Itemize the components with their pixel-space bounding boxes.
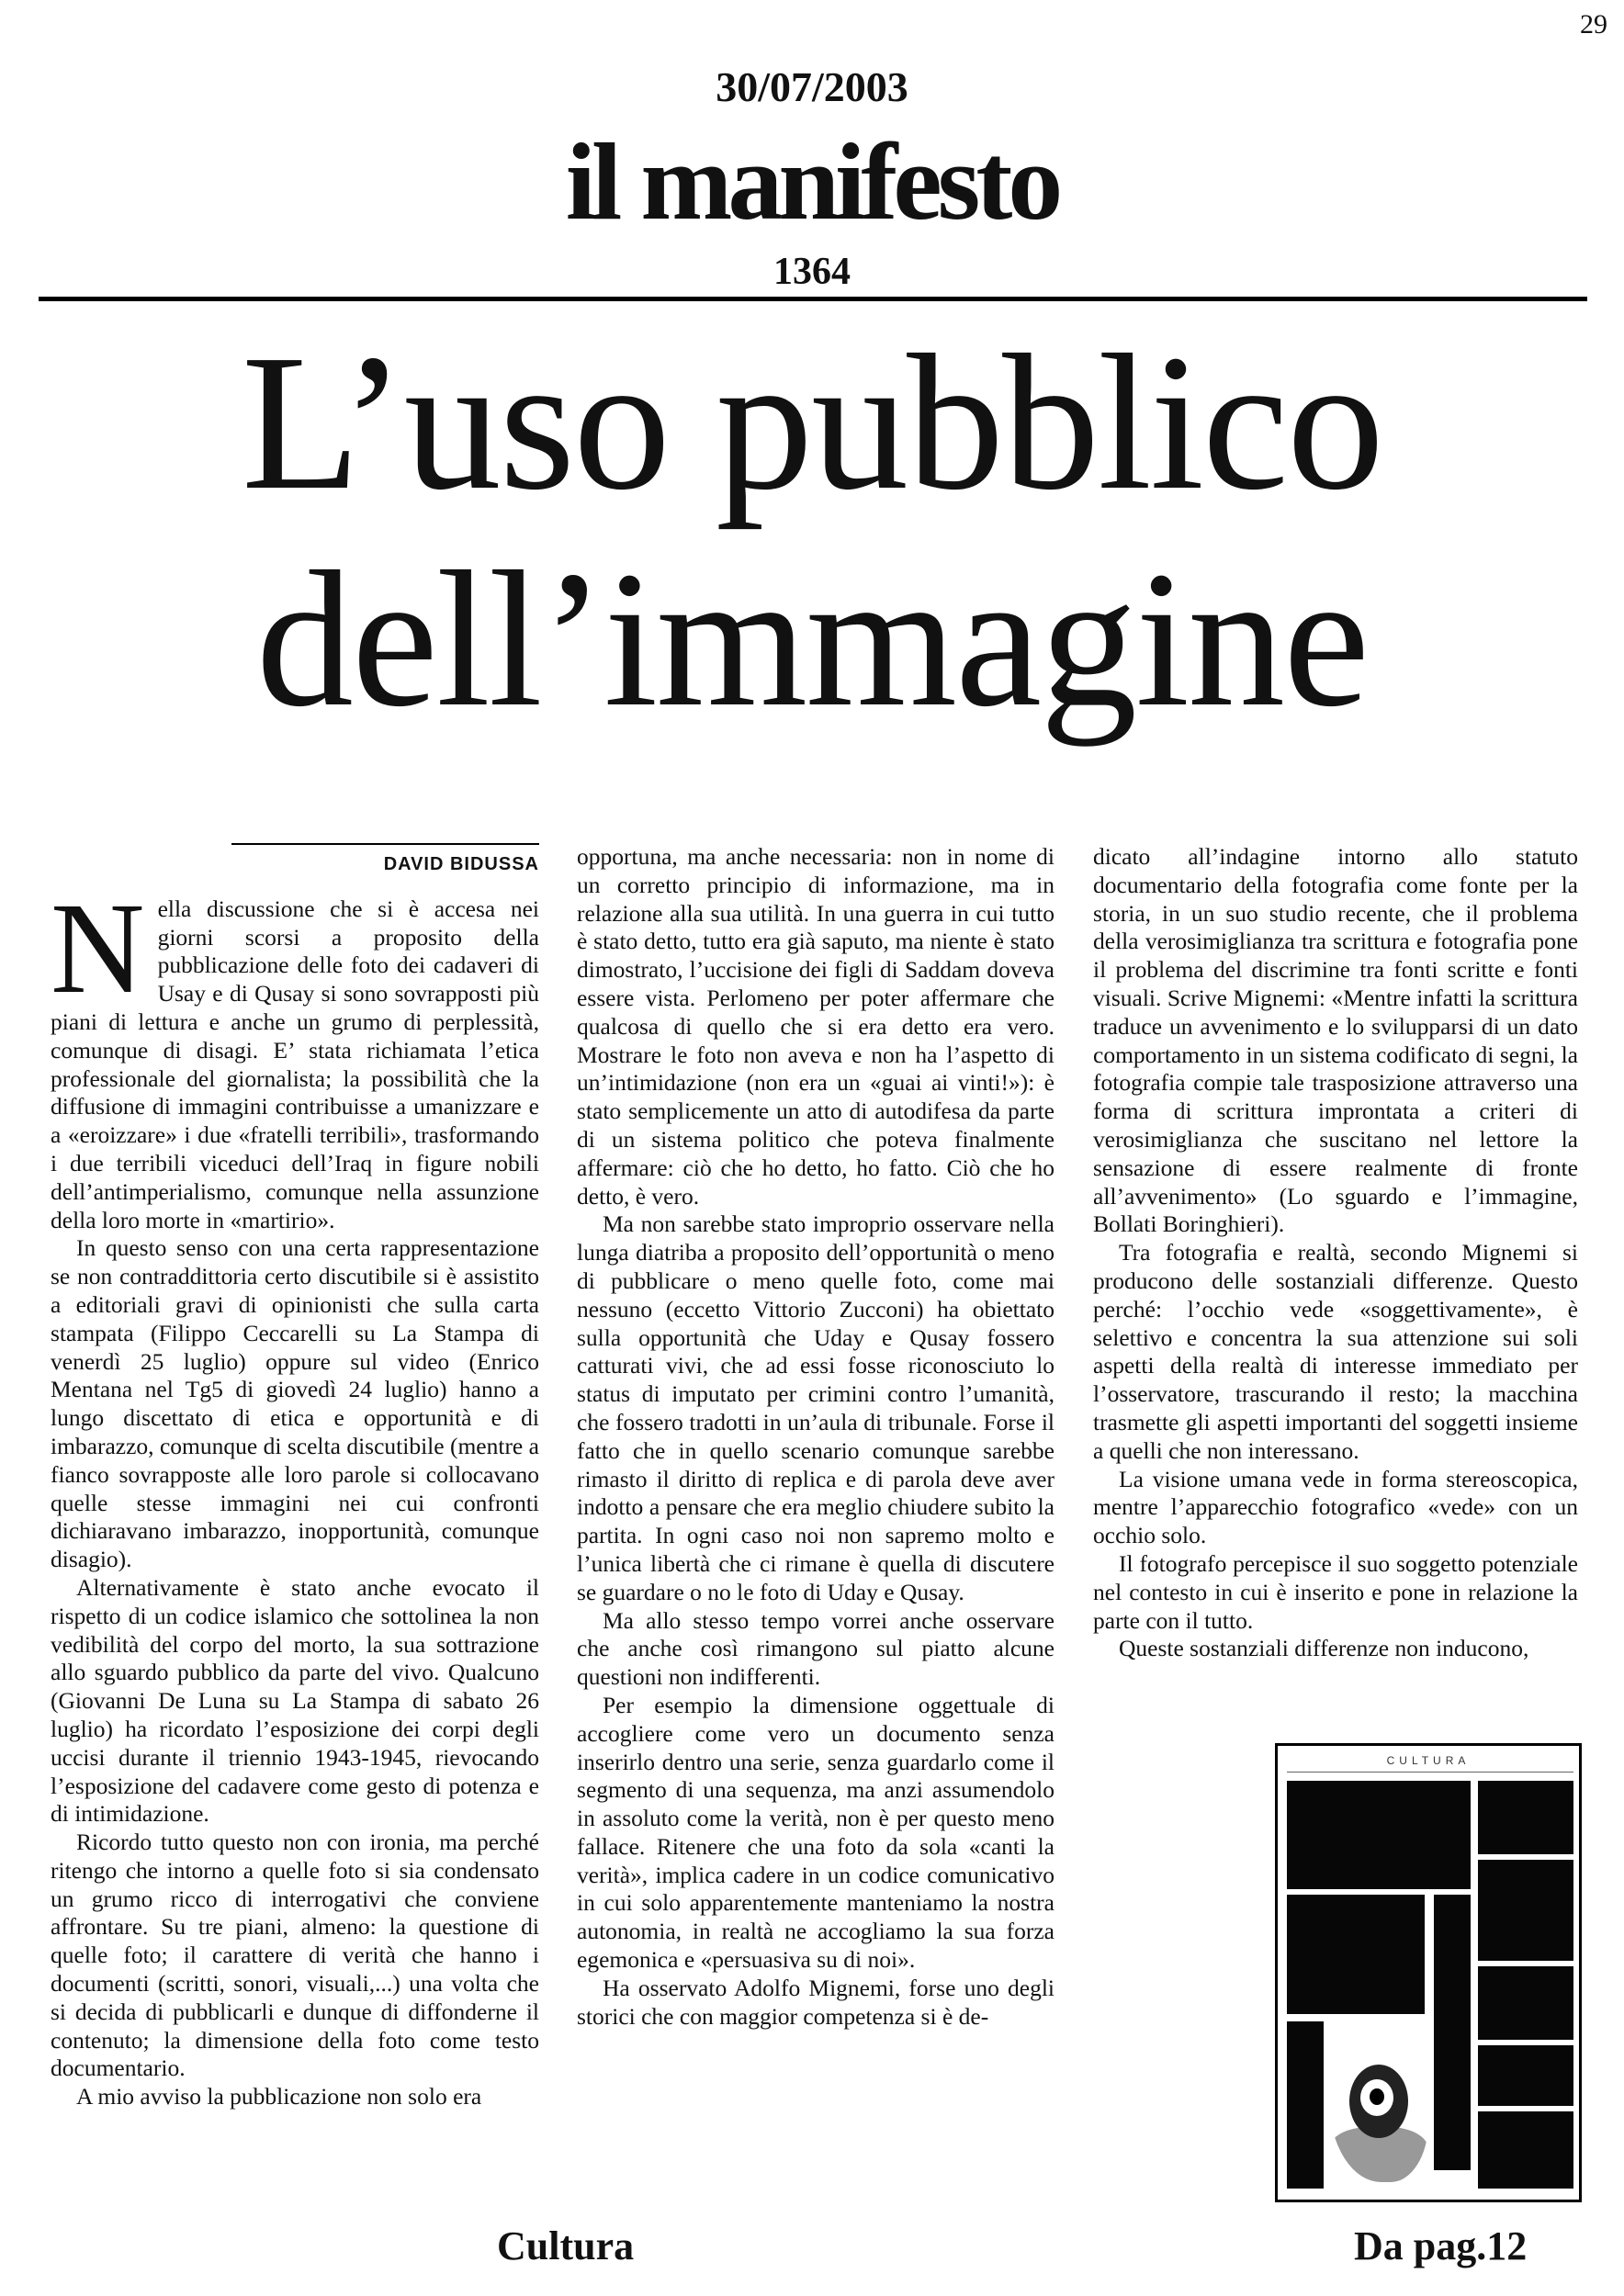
- paragraph: Ma allo stesso tempo vorrei anche osservare che anche così rimangono sul piatto alcune questioni non indifferenti.: [577, 1606, 1054, 1691]
- footer-section: Cultura: [497, 2223, 635, 2268]
- page-number: 29: [1580, 9, 1607, 39]
- paragraph: opportuna, ma anche necessaria: non in nome di un corretto principio di informazione, ma in relazione alla sua utilità. In una guerra in cui tutto è stato detto, tutto era già saputo, ma niente è stato dimostrato, l’uccisione dei figli di Saddam doveva essere vista. Perlomeno per poter affermare che qualcosa di quello che si era detto era vero. Mostrare le foto non aveva e non ha l’aspetto di un’intimidazione (non era un «guai ai vinti!»): è stato semplicemente un atto di autodifesa da parte di un sistema politico che poteva finalmente affermare: ciò che ho detto, ho fatto. Ciò che ho detto, è vero.: [577, 843, 1054, 1210]
- byline-rule: [231, 843, 539, 845]
- article-column-3: [1093, 843, 1578, 1663]
- paragraph: La visione umana vede in forma stereoscopica, mentre l’apparecchio fotografico «vede» con un occhio solo.: [1093, 1465, 1578, 1549]
- page-thumbnail: [1275, 1743, 1582, 2202]
- issue-number: 1364: [773, 251, 851, 293]
- paragraph: dicato all’indagine intorno allo statuto documentario della fotografia come fonte per la storia, in un suo studio recente, che il problema della verosimiglianza tra scrittura e fotografia pone il problema del discrimine tra fonti scritte e fonti visuali. Scrive Mignemi: «Mentre infatti la scrittura traduce un avvenimento e lo svilupparsi di un dato comportamento in un sistema codificato di segni, la fotografia compie tale trasposizione attraverso una forma di scrittura improntata a criteri di verosimiglianza che suscitano nel lettore la sensazione di essere realmente di fronte all’avvenimento» (Lo sguardo e l’immagine, Bollati Boringhieri).: [1093, 843, 1578, 1238]
- paragraph: A mio avviso la pubblicazione non solo era: [76, 2083, 482, 2110]
- headline-line-1: L’uso pubblico: [241, 314, 1383, 530]
- thumbnail-block: [1478, 1781, 1573, 1854]
- article-headline: [0, 314, 1624, 748]
- newspaper-title: il manifesto: [565, 120, 1059, 242]
- thumbnail-block: [1478, 1860, 1573, 1961]
- article-column-2: [577, 843, 1054, 2031]
- drop-cap: N: [51, 874, 145, 1020]
- byline: DAVID BIDUSSA: [383, 854, 539, 874]
- paragraph: Queste sostanziali differenze non inducono,: [1119, 1635, 1529, 1662]
- thumbnail-block: [1434, 1895, 1471, 2170]
- footer-continued: Da pag.12: [1354, 2223, 1528, 2268]
- paragraph: Il fotografo percepisce il suo soggetto potenziale nel contesto in cui è inserito e pone in relazione la parte con il tutto.: [1093, 1549, 1578, 1634]
- article-column-1: [51, 843, 539, 2111]
- paragraph: Ma non sarebbe stato improprio osservare nella lunga diatriba a proposito dell’opportunità o meno di pubblicare o meno quelle foto, come mai nessuno (eccetto Vittorio Zucconi) ha obiettato sulla opportunità che Uday e Qusay fossero catturati vivi, che ad essi fosse riconosciuto lo status di imputato per crimini contro l’umanità, che fossero tradotti in un’aula di tribunale. Forse il fatto che in quello scenario comunque sarebbe rimasto il diritto di replica e di parola deve aver indotto a pensare che era meglio chiudere subito la partita. In ogni caso noi non sapremo molto e l’unica libertà che ci rimane è quella di discutere se guardare o no le foto di Uday e Qusay.: [577, 1210, 1054, 1605]
- paragraph: ella discussione che si è accesa nei giorni scorsi a proposito della pubblicazione delle foto dei cadaveri di Usay e di Qusay si sono sovrapposti più piani di lettura e anche un grumo di perplessità, comunque di disagi. E’ stata richiamata l’etica professionale del giornalista; la possibilità che la diffusione di immagini contribuisse a umanizzare e a «eroizzare» i due «fratelli terribili», trasformando i due terribili viceduci dell’Iraq in figure nobili dell’antimperialismo, comunque nella assunzione della loro morte in «martirio».: [51, 895, 539, 1233]
- headline-line-2: dell’immagine: [255, 531, 1369, 747]
- paragraph: Tra fotografia e realtà, secondo Mignemi si producono delle sostanziali differenze. Questo perché: l’occhio vede «soggettivamente», è selettivo e concentra la sua attenzione sui soli aspetti della realtà di interesse immediato per l’osservatore, trascurando il resto; la macchina trasmette gli aspetti importanti del soggetti insieme a quelli che non interessano.: [1093, 1239, 1578, 1464]
- thumbnail-section-label: CULTURA: [1386, 1754, 1471, 1767]
- thumbnail-block: [1478, 2045, 1573, 2106]
- thumbnail-block: [1287, 2021, 1324, 2189]
- paragraph: Ha osservato Adolfo Mignemi, forse uno degli storici che con maggior competenza si è de-: [577, 1974, 1054, 2030]
- thumbnail-rule: [1287, 1772, 1573, 1773]
- thumbnail-block: [1478, 2111, 1573, 2189]
- paragraph: In questo senso con una certa rappresentazione se non contraddittoria certo discutibile si è assistito a editoriali gravi di opinionisti che sulla carta stampata (Filippo Ceccarelli su La Stampa di venerdì 25 luglio) oppure sul video (Enrico Mentana nel Tg5 di giovedì 24 luglio) hanno a lungo discettato di etica e opportunità e di imbarazzo, comunque di scelta discutibile (mentre a fianco sovrapposte alle loro parole si collocavano quelle stesse immagini nei cui confronti dichiaravano imbarazzo, inopportunità, comunque disagio).: [51, 1234, 539, 1573]
- publication-date: 30/07/2003: [716, 63, 908, 110]
- thumbnail-photo: [1329, 2026, 1428, 2182]
- paragraph: Alternativamente è stato anche evocato il rispetto di un codice islamico che sottolinea la non vedibilità del corpo del morto, la sua sottrazione allo sguardo pubblico da parte del vivo. Qualcuno (Giovanni De Luna su La Stampa di sabato 26 luglio) ha ricordato l’esposizione dei corpi degli uccisi durante il triennio 1943-1945, rievocando l’esposizione del cadavere come gesto di potenza e di intimidazione.: [51, 1573, 539, 1828]
- thumbnail-block: [1478, 1966, 1573, 2040]
- thumbnail-block: [1287, 1781, 1471, 1889]
- paragraph: Ricordo tutto questo non con ironia, ma perché ritengo che intorno a quelle foto si sia condensato un grumo ricco di interrogativi che conviene affrontare. Su tre piani, almeno: la questione di quelle foto; il carattere di verità che hanno i documenti (scritti, sonori, visuali,...) una volta che si decida di pubblicarli e dunque di diffonderne il contenuto; la dimensione della foto come testo documentario.: [51, 1829, 539, 2082]
- header-rule: [39, 297, 1587, 301]
- thumbnail-block: [1287, 1895, 1425, 2014]
- paragraph: Per esempio la dimensione oggettuale di accogliere come vero un documento senza inserirlo dentro una serie, senza guardarlo come il segmento di una sequenza, ma anzi assumendolo in assoluto come la verità, non è per questo meno fallace. Ritenere che una foto da sola «canti la verità», implica cadere in un codice comunicativo in cui solo apparentemente manteniamo la nostra autonomia, in realtà ne accogliamo la sua forza egemonica e «persuasiva su di noi».: [577, 1691, 1054, 1974]
